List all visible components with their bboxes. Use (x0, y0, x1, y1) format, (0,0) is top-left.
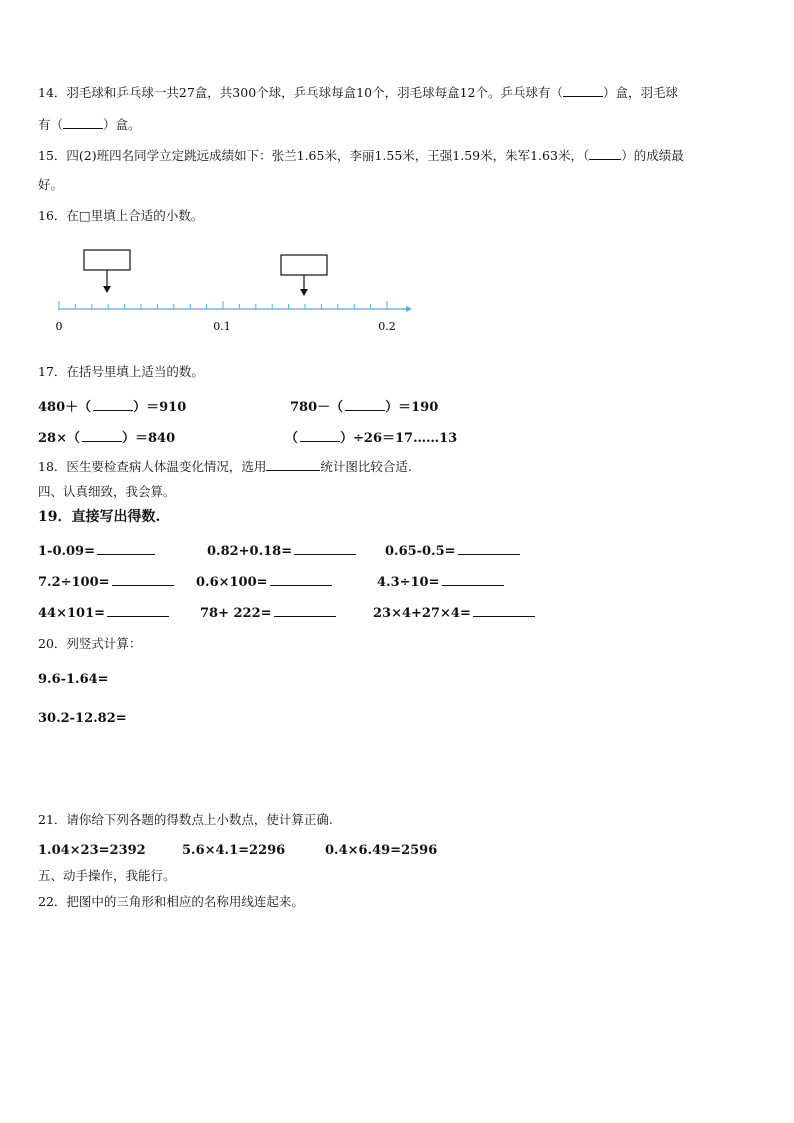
q19-expr-3: 0.65-0.5= (385, 544, 456, 559)
q19-item-6 (377, 573, 504, 590)
q18-text-end: 统计图比较合适. (320, 459, 412, 474)
q17-item-1-post: ）＝910 (133, 400, 187, 415)
q18-blank[interactable] (266, 458, 320, 471)
q20-item-2: 30.2-12.82= (38, 711, 127, 726)
q20-title: 20．列竖式计算： (38, 636, 142, 651)
q21-title: 21．请你给下列各题的得数点上小数点，使计算正确. (38, 812, 333, 827)
q17-item-1-pre: 480＋（ (38, 400, 92, 415)
answer-box-1[interactable] (84, 250, 130, 270)
q19-expr-2: 0.82+0.18= (207, 544, 293, 559)
q17-item-3 (38, 427, 175, 446)
q17-item-2 (290, 396, 438, 415)
q17-item-2-post: ）＝190 (385, 400, 439, 415)
number-line (48, 246, 418, 336)
q19-answer-4[interactable] (112, 573, 174, 586)
tick-marks (59, 301, 387, 309)
section-4-heading: 四、认真细致，我会算。 (38, 484, 176, 499)
q17-blank-3[interactable] (82, 429, 122, 442)
q17-title: 17．在括号里填上适当的数。 (38, 364, 204, 379)
q19-title: 19．直接写出得数. (38, 509, 161, 525)
q19-item-1 (38, 542, 155, 559)
q17-item-3-post: ）＝840 (121, 431, 176, 446)
section-5-heading: 五、动手操作，我能行。 (38, 868, 176, 883)
q14-text: 14．羽毛球和乒乓球一共27盒，共300个球，乒乓球每盒10个，羽毛球每盒12个。乒乓球有（ (38, 85, 563, 100)
q17-blank-1[interactable] (93, 398, 133, 411)
q21-item-1: 1.04×23=2392 (38, 843, 146, 858)
q19-item-9 (373, 604, 535, 621)
q19-answer-5[interactable] (270, 573, 332, 586)
q15-line2: 好。 (38, 177, 64, 192)
q19-answer-1[interactable] (97, 542, 155, 555)
q19-expr-9: 23×4+27×4= (373, 606, 471, 621)
q15-line1 (38, 147, 684, 164)
q19-answer-7[interactable] (107, 604, 169, 617)
q17-blank-2[interactable] (345, 398, 385, 411)
q19-expr-5: 0.6×100= (196, 575, 268, 590)
q17-item-4 (285, 427, 457, 446)
q17-item-4-post: ）÷26＝17……13 (340, 431, 458, 446)
q19-expr-7: 44×101= (38, 606, 106, 621)
q19-expr-6: 4.3÷10= (377, 575, 440, 590)
q19-item-7 (38, 604, 169, 621)
q15-text-end: ）的成绩最 (621, 148, 684, 163)
q14-blank-pingpong[interactable] (563, 84, 603, 97)
q19-expr-4: 7.2÷100= (38, 575, 110, 590)
q14-text2: 有（ (38, 117, 64, 132)
q18-text: 18．医生要检查病人体温变化情况，选用 (38, 459, 267, 474)
axis-arrow (406, 306, 412, 312)
q21-item-2: 5.6×4.1=2296 (182, 843, 286, 858)
q17-item-1 (38, 396, 186, 415)
q19-answer-8[interactable] (274, 604, 336, 617)
q15-blank[interactable] (589, 147, 621, 160)
q19-answer-3[interactable] (458, 542, 520, 555)
q17-item-3-pre: 28×（ (38, 431, 80, 446)
q18-line (38, 458, 412, 475)
q14-line1 (38, 84, 678, 101)
answer-box-2[interactable] (281, 255, 327, 275)
q17-item-2-pre: 780－（ (290, 400, 344, 415)
q19-item-4 (38, 573, 174, 590)
q19-item-3 (385, 542, 520, 559)
q19-item-8 (200, 604, 336, 621)
q19-item-2 (207, 542, 356, 559)
q17-blank-4[interactable] (300, 429, 340, 442)
q14-line2 (38, 116, 141, 133)
q14-blank-badminton[interactable] (63, 116, 103, 129)
q16-text: 16．在□里填上合适的小数。 (38, 208, 204, 223)
q14-text2-end: ）盒。 (103, 117, 141, 132)
tick-label-0.1: 0.1 (213, 320, 231, 333)
q14-text-end: ）盒，羽毛球 (602, 85, 678, 100)
q19-answer-2[interactable] (294, 542, 356, 555)
q20-item-1: 9.6-1.64= (38, 672, 109, 687)
tick-label-0.2: 0.2 (378, 320, 396, 333)
arrow-head-2 (300, 289, 308, 296)
q19-expr-8: 78+ 222= (200, 606, 272, 621)
q19-answer-6[interactable] (442, 573, 504, 586)
q22-text: 22．把图中的三角形和相应的名称用线连起来。 (38, 894, 304, 909)
arrow-head-1 (103, 286, 111, 293)
q21-item-3: 0.4×6.49=2596 (325, 843, 438, 858)
q19-answer-9[interactable] (473, 604, 535, 617)
q19-item-5 (196, 573, 332, 590)
q19-expr-1: 1-0.09= (38, 544, 95, 559)
q17-item-4-pre: （ (285, 431, 299, 446)
tick-label-0: 0 (55, 320, 63, 333)
q15-text: 15．四(2)班四名同学立定跳远成绩如下：张兰1.65米，李丽1.55米，王强1.59米，朱军1.63米，（ (38, 148, 590, 163)
